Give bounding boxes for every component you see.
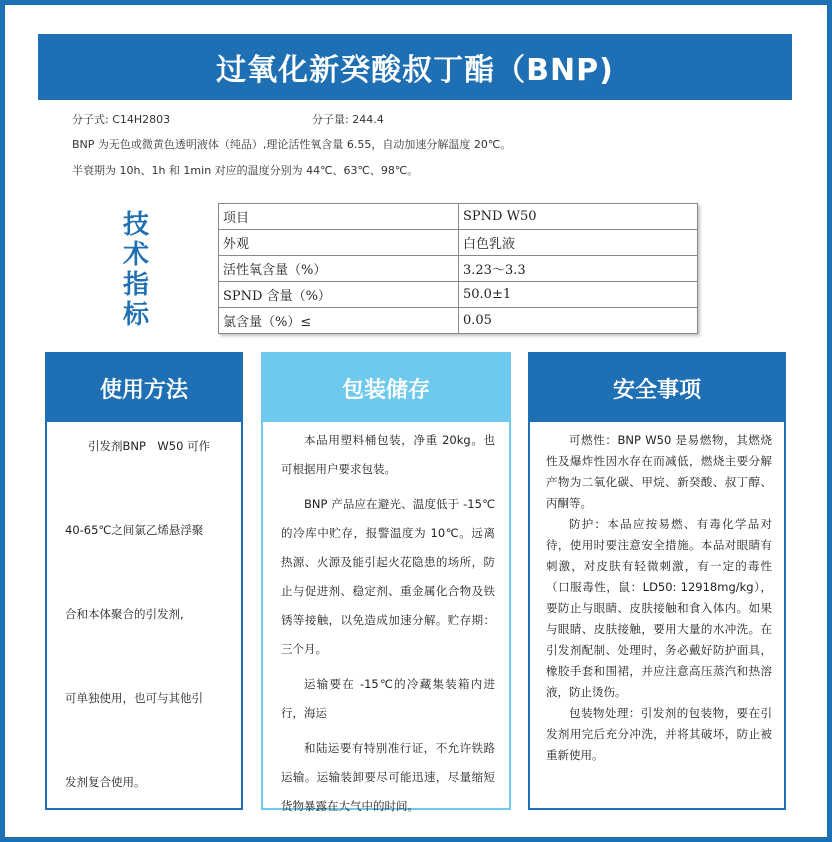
spec-key: 活性氧含量（%） — [219, 256, 459, 282]
spec-value: 0.05 — [459, 308, 698, 334]
table-row — [219, 204, 698, 230]
spec-key: 项目 — [219, 204, 459, 230]
specs-label-char: 术 — [122, 240, 149, 270]
usage-line: 引发剂BNP W50 可作 — [88, 439, 211, 453]
molecular-formula: 分子式: C14H2803 — [72, 113, 171, 126]
safety-paragraph: 防护：本品应按易燃、有毒化学品对待，使用时要注意安全措施。本品对眼睛有刺激，对皮肤有轻微刺激，有一定的毒性（口服毒性，鼠：LD50: 12918mg/kg），要防止与眼睛、皮肤接触和食入体内。如果与眼睛、皮肤接触，要用大量的水冲洗。在引发剂配制、处理时，务必戴好防护面具，橡胶手套和围裙，并应注意高压蒸汽和热溶液，防止烫伤。 — [546, 517, 772, 699]
spec-key: SPND 含量（%） — [219, 282, 459, 308]
specs-label-char: 标 — [122, 300, 149, 330]
safety-panel-body — [530, 422, 784, 766]
safety-paragraph: 包装物处理：引发剂的包装物，要在引发剂用完后充分冲洗，并将其破坏，防止被重新使用。 — [546, 706, 772, 762]
usage-panel-body — [47, 422, 241, 793]
table-row — [219, 282, 698, 308]
spec-key: 外观 — [219, 230, 459, 256]
usage-line: 可单独使用，也可与其他引 — [65, 691, 203, 705]
storage-paragraph: BNP 产品应在避光、温度低于 -15℃的冷库中贮存，报警温度为 10℃。远离热源、火源及能引起火花隐患的场所，防止与促进剂、稳定剂、重金属化合物及铁锈等接触，以免造成加速分解。贮存期：三个月。 — [281, 497, 495, 656]
safety-paragraph: 可燃性：BNP W50 是易燃物，其燃烧性及爆炸性因水存在而减低，燃烧主要分解产物为二氧化碳、甲烷、新癸酸、叔丁醇、丙酮等。 — [546, 433, 772, 510]
specs-table — [218, 203, 698, 334]
storage-paragraph: 运输要在 -15℃的冷藏集装箱内进行，海运 — [281, 677, 495, 720]
spec-value: 白色乳液 — [459, 230, 698, 256]
description-line-1: BNP 为无色或微黄色透明液体（纯品）,理论活性氧含量 6.55，自动加速分解温度 20℃。 — [72, 138, 512, 151]
storage-panel-title: 包装储存 — [263, 354, 509, 422]
usage-line: 40-65℃之间氯乙烯悬浮聚 — [65, 523, 204, 537]
safety-panel — [528, 352, 786, 810]
spec-value: 3.23～3.3 — [459, 256, 698, 282]
spec-value: 50.0±1 — [459, 282, 698, 308]
specs-label-char: 技 — [122, 210, 149, 240]
table-row — [219, 230, 698, 256]
storage-paragraph: 和陆运要有特别准行证，不允许铁路运输。运输装卸要尽可能迅速，尽量缩短货物暴露在大气中的时间。 — [281, 741, 495, 813]
usage-line: 合和本体聚合的引发剂, — [65, 607, 184, 621]
page-title: 过氧化新癸酸叔丁酯（BNP) — [38, 34, 792, 100]
usage-line: 发剂复合使用。 — [65, 775, 146, 789]
usage-panel — [45, 352, 243, 810]
spec-value: SPND W50 — [459, 204, 698, 230]
table-row — [219, 256, 698, 282]
spec-key: 氯含量（%）≤ — [219, 308, 459, 334]
usage-panel-title: 使用方法 — [47, 354, 241, 422]
molecular-weight: 分子量: 244.4 — [312, 113, 384, 126]
table-row — [219, 308, 698, 334]
description-line-2: 半衰期为 10h、1h 和 1min 对应的温度分别为 44℃、63℃、98℃。 — [72, 164, 419, 177]
specs-label — [114, 210, 158, 330]
storage-panel-body — [263, 422, 509, 821]
specs-label-char: 指 — [122, 270, 149, 300]
safety-panel-title: 安全事项 — [530, 354, 784, 422]
storage-paragraph: 本品用塑料桶包装，净重 20kg。也可根据用户要求包装。 — [281, 433, 495, 476]
storage-panel — [261, 352, 511, 813]
